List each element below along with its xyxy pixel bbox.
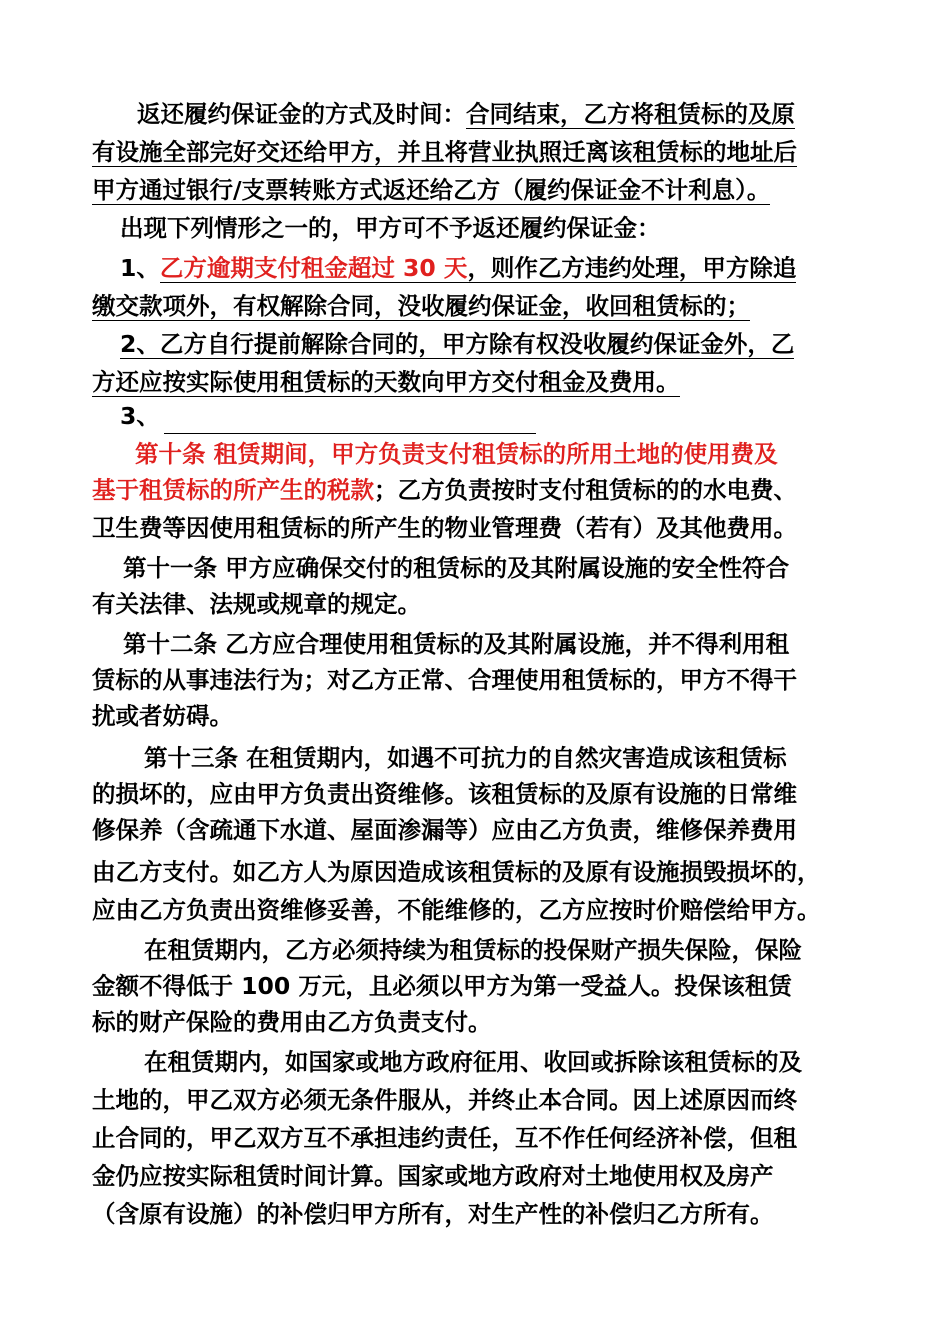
- text-line: [120, 326, 794, 362]
- text-line: [92, 1158, 774, 1194]
- text-span: （含原有设施）的补偿归甲方所有，对生产性的补偿归乙方所有。: [92, 1200, 774, 1228]
- red-highlight-text: 第十条 租赁期间，甲方负责支付租赁标的所用土地的使用费及: [135, 440, 778, 468]
- text-span: 的损坏的，应由甲方负责出资维修。该租赁标的及原有设施的日常维: [92, 780, 797, 808]
- text-line: [92, 698, 233, 734]
- text-span: 返还履约保证金的方式及时间：: [137, 100, 466, 128]
- text-line: [92, 364, 680, 400]
- text-line: [92, 776, 797, 812]
- text-line: [92, 892, 821, 928]
- text-line: [92, 288, 750, 324]
- blank-fill-line: [164, 407, 536, 434]
- text-span: 赁标的从事违法行为；对乙方正常、合理使用租赁标的，甲方不得干: [92, 666, 797, 694]
- red-highlight-text: 乙方逾期支付租金超过 30 天: [159, 254, 468, 282]
- text-span: 修保养（含疏通下水道、屋面渗漏等）应由乙方负责，维修保养费用: [92, 816, 797, 844]
- text-line: [92, 134, 797, 170]
- text-line: [92, 812, 797, 848]
- text-line: [137, 96, 795, 132]
- text-span: ；乙方负责按时支付租赁标的的水电费、: [374, 476, 797, 504]
- underlined-text: 有设施全部完好交还给甲方，并且将营业执照迁离该租赁标的地址后: [92, 138, 797, 166]
- text-span: 出现下列情形之一的，甲方可不予返还履约保证金：: [120, 214, 661, 242]
- text-line: [144, 740, 787, 776]
- text-line: [92, 1004, 492, 1040]
- red-highlight-text: 基于租赁标的所产生的税款: [92, 476, 374, 504]
- text-span: 金仍应按实际租赁时间计算。国家或地方政府对土地使用权及房产: [92, 1162, 774, 1190]
- text-line: [92, 1196, 774, 1232]
- text-span: 标的财产保险的费用由乙方负责支付。: [92, 1008, 492, 1036]
- underlined-text: 缴交款项外，有权解除合同，没收履约保证金，收回租赁标的；: [92, 292, 750, 320]
- text-span: 土地的，甲乙双方必须无条件服从，并终止本合同。因上述原因而终: [92, 1086, 797, 1114]
- text-line: [92, 968, 792, 1004]
- text-span: 金额不得低于 100 万元，且必须以甲方为第一受益人。投保该租赁: [92, 972, 792, 1000]
- text-span: 在租赁期内，乙方必须持续为租赁标的投保财产损失保险，保险: [144, 936, 802, 964]
- text-span: 第十一条 甲方应确保交付的租赁标的及其附属设施的安全性符合: [123, 554, 790, 582]
- text-line: [92, 510, 797, 546]
- text-span: 第十三条 在租赁期内，如遇不可抗力的自然灾害造成该租赁标: [144, 744, 787, 772]
- text-span: 1、: [120, 254, 160, 282]
- text-span: 扰或者妨碍。: [92, 702, 233, 730]
- underlined-text: 甲方通过银行/支票转账方式返还给乙方（履约保证金不计利息）。: [92, 176, 771, 204]
- underlined-text: 合同结束，乙方将租赁标的及原: [466, 100, 795, 128]
- text-line: [135, 436, 778, 472]
- text-line: [120, 210, 661, 246]
- text-line: [123, 626, 789, 662]
- text-line: [120, 250, 796, 286]
- text-span: 在租赁期内，如国家或地方政府征用、收回或拆除该租赁标的及: [144, 1048, 802, 1076]
- text-line: [92, 662, 797, 698]
- text-line: [92, 472, 797, 508]
- text-span: 应由乙方负责出资维修妥善，不能维修的，乙方应按时价赔偿给甲方。: [92, 896, 821, 924]
- text-span: 第十二条 乙方应合理使用租赁标的及其附属设施，并不得利用租: [123, 630, 790, 658]
- text-line: [92, 854, 821, 890]
- text-line: [92, 586, 421, 622]
- text-line: [92, 1120, 797, 1156]
- underlined-text: 2、乙方自行提前解除合同的，甲方除有权没收履约保证金外，乙: [120, 330, 795, 358]
- underlined-text: 方还应按实际使用租赁标的天数向甲方交付租金及费用。: [92, 368, 680, 396]
- text-span: 3、: [120, 402, 160, 430]
- text-line: [92, 172, 770, 208]
- text-line: [123, 550, 789, 586]
- text-span: 卫生费等因使用租赁标的所产生的物业管理费（若有）及其他费用。: [92, 514, 797, 542]
- text-line: [144, 932, 802, 968]
- text-line: [92, 1082, 797, 1118]
- text-line: [120, 398, 536, 434]
- underlined-text: ，则作乙方违约处理，甲方除追: [467, 254, 797, 282]
- text-span: 有关法律、法规或规章的规定。: [92, 590, 421, 618]
- text-span: 由乙方支付。如乙方人为原因造成该租赁标的及原有设施损毁损坏的，: [92, 858, 821, 886]
- text-span: 止合同的，甲乙双方互不承担违约责任，互不作任何经济补偿，但租: [92, 1124, 797, 1152]
- text-line: [144, 1044, 802, 1080]
